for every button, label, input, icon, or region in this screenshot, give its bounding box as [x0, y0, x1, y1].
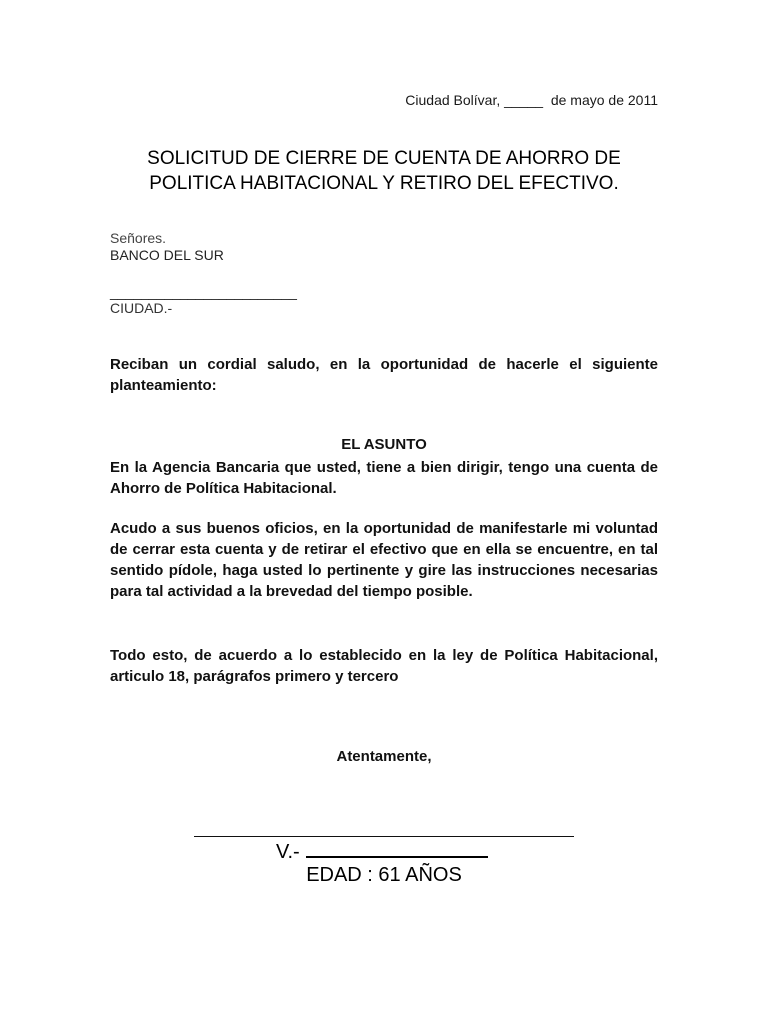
- id-prefix: V.-: [276, 841, 300, 863]
- recipient-city: CIUDAD.-: [110, 300, 173, 316]
- body-paragraph-2: Acudo a sus buenos oficios, en la oportunidad de manifestarle mi voluntad de cerrar esta cuenta y de retirar el efectivo que en ella se encuentre, en tal sentido pídole, haga usted lo pertinente y gire las instrucciones necesarias para tal actividad a la brevedad del tiempo posible.: [110, 520, 658, 600]
- id-blank: [306, 840, 488, 858]
- body-paragraph-3: Todo esto, de acuerdo a lo establecido en la ley de Política Habitacional, articulo 18, parágrafos primero y tercero: [110, 647, 658, 685]
- closing-text: Atentamente,: [336, 748, 432, 765]
- document-title: [100, 146, 668, 196]
- signature-id: [276, 840, 488, 864]
- date-line: Ciudad Bolívar, _____ de mayo de 2011: [405, 92, 658, 108]
- recipient-salutation: Señores.: [110, 230, 167, 246]
- recipient-blank-line: ________________________: [110, 284, 297, 300]
- recipient-bank: BANCO DEL SUR: [110, 247, 224, 263]
- signature-age: EDAD : 61 AÑOS: [306, 864, 462, 886]
- title-line-1: SOLICITUD DE CIERRE DE CUENTA DE AHORRO DE: [147, 148, 621, 169]
- greeting-paragraph: Reciban un cordial saludo, en la oportunidad de hacerle el siguiente planteamiento:: [110, 356, 658, 394]
- title-line-2: POLITICA HABITACIONAL Y RETIRO DEL EFECTIVO.: [149, 173, 619, 194]
- body-paragraph-1: En la Agencia Bancaria que usted, tiene a bien dirigir, tengo una cuenta de Ahorro de Política Habitacional.: [110, 459, 658, 497]
- signature-line: [194, 822, 574, 837]
- asunto-heading: EL ASUNTO: [341, 436, 427, 453]
